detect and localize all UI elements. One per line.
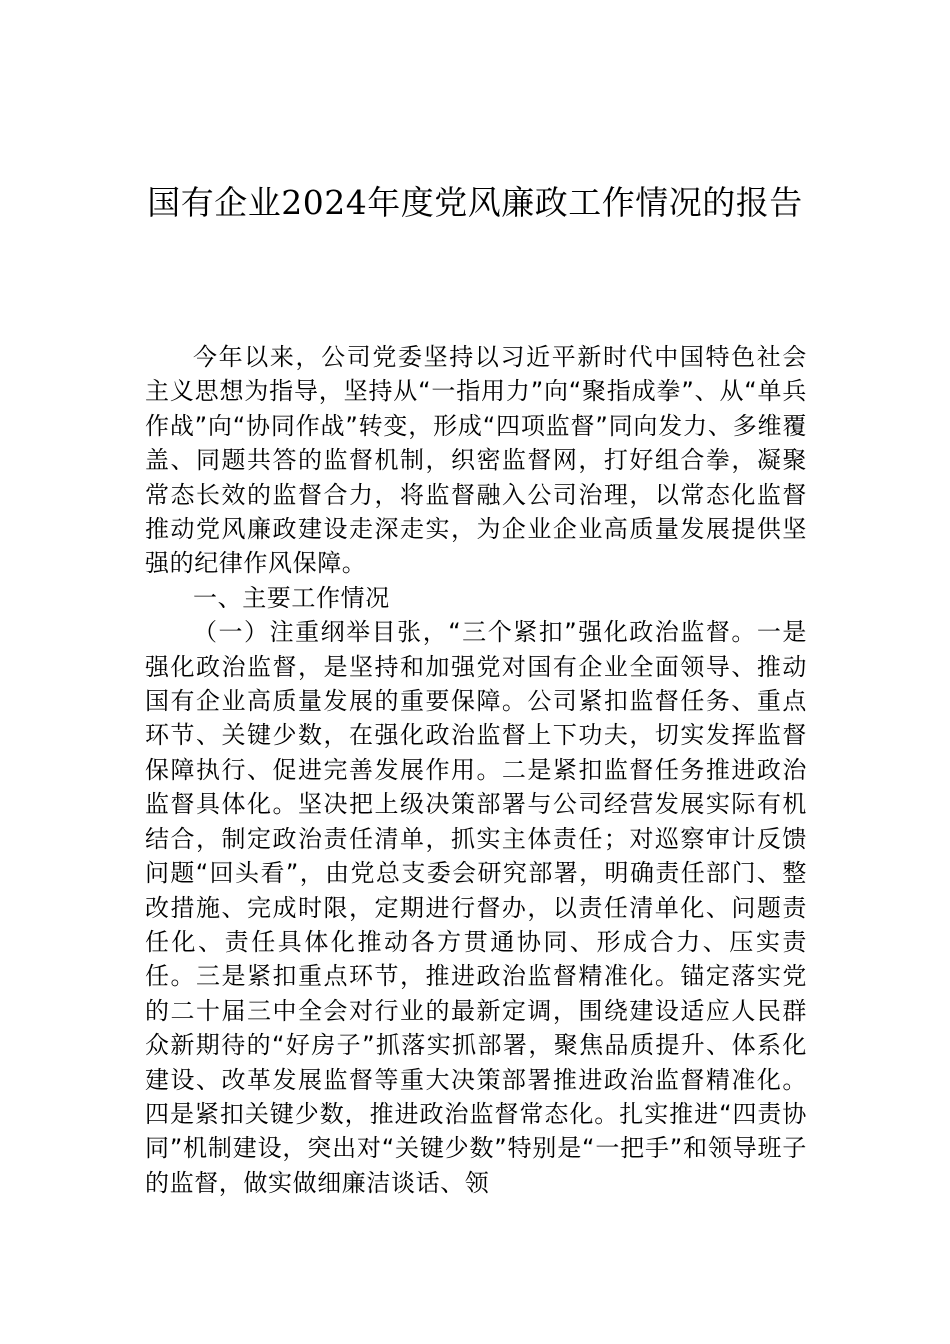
section-heading: 一、主要工作情况 (193, 583, 390, 612)
section-paragraph: （一）注重纲举目张，“三个紧扣”强化政治监督。一是强化政治监督，是坚持和加强党对国有企业全面领导、推动国有企业高质量发展的重要保障。公司紧扣监督任务、重点环节、关键少数，在强化政治监督上下功夫，切实发挥监督保障执行、促进完善发展作用。二是紧扣监督任务推进政治监督具体化。坚决把上级决策部署与公司经营发展实际有机结合，制定政治责任清单，抓实主体责任；对巡察审计反馈问题“回头看”，由党总支委会研究部署，明确责任部门、整改措施、完成时限，定期进行督办，以责任清单化、问题责任化、责任具体化推动各方贯通协同、形成合力、压实责任。三是紧扣重点环节，推进政治监督精准化。锚定落实党的二十届三中全会对行业的最新定调，围绕建设适应人民群众新期待的“好房子”抓落实抓部署，聚焦品质提升、体系化建设、改革发展监督等重大决策部署推进政治监督精准化。四是紧扣关键少数，推进政治监督常态化。扎实推进“四责协同”机制建设，突出对“关键少数”特别是“一把手”和领导班子的监督，做实做细廉洁谈话、领 (145, 618, 807, 1197)
document-body (145, 340, 807, 1200)
document-title: 国有企业2024年度党风廉政工作情况的报告 (147, 183, 803, 222)
intro-paragraph: 今年以来，公司党委坚持以习近平新时代中国特色社会主义思想为指导，坚持从“一指用力”向“聚指成拳”、从“单兵作战”向“协同作战”转变，形成“四项监督”同向发力、多维覆盖、同题共答的监督机制，织密监督网，打好组合拳，凝聚常态长效的监督合力，将监督融入公司治理，以常态化监督推动党风廉政建设走深走实，为企业企业高质量发展提供坚强的纪律作风保障。 (145, 343, 807, 578)
